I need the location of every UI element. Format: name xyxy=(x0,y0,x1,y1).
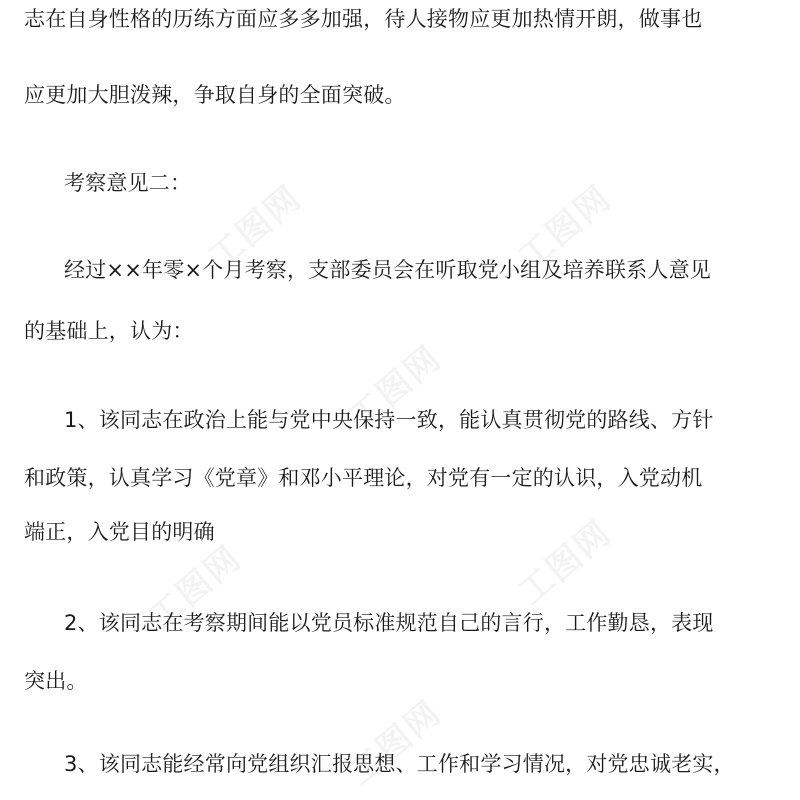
watermark: 工图网 xyxy=(341,692,450,793)
watermark: 工图网 xyxy=(511,512,620,613)
watermark: 工图网 xyxy=(201,177,310,278)
section-heading: 考察意见二： xyxy=(64,171,192,195)
watermark: 工图网 xyxy=(341,337,450,438)
list-item-line: 端正，入党目的明确 xyxy=(24,520,215,544)
paragraph-line: 的基础上，认为： xyxy=(24,319,194,343)
list-item-line: 突出。 xyxy=(24,669,88,693)
paragraph-line: 志在自身性格的历练方面应多多加强，待人接物应更加热情开朗，做事也 xyxy=(24,7,703,31)
paragraph-line: 经过××年零×个月考察，支部委员会在听取党小组及培养联系人意见 xyxy=(64,258,711,282)
paragraph-line: 应更加大胆泼辣，争取自身的全面突破。 xyxy=(24,83,406,107)
watermark: 工图网 xyxy=(141,537,250,638)
list-item-line: 1、该同志在政治上能与党中央保持一致，能认真贯彻党的路线、方针 xyxy=(64,408,714,432)
list-item-line: 和政策，认真学习《党章》和邓小平理论，对党有一定的认识，入党动机 xyxy=(24,466,703,490)
list-item-line: 2、该同志在考察期间能以党员标准规范自己的言行，工作勤恳，表现 xyxy=(64,611,714,635)
watermark: 工图网 xyxy=(511,177,620,278)
list-item-line: 3、该同志能经常向党组织汇报思想、工作和学习情况，对党忠诚老实， xyxy=(64,752,735,776)
